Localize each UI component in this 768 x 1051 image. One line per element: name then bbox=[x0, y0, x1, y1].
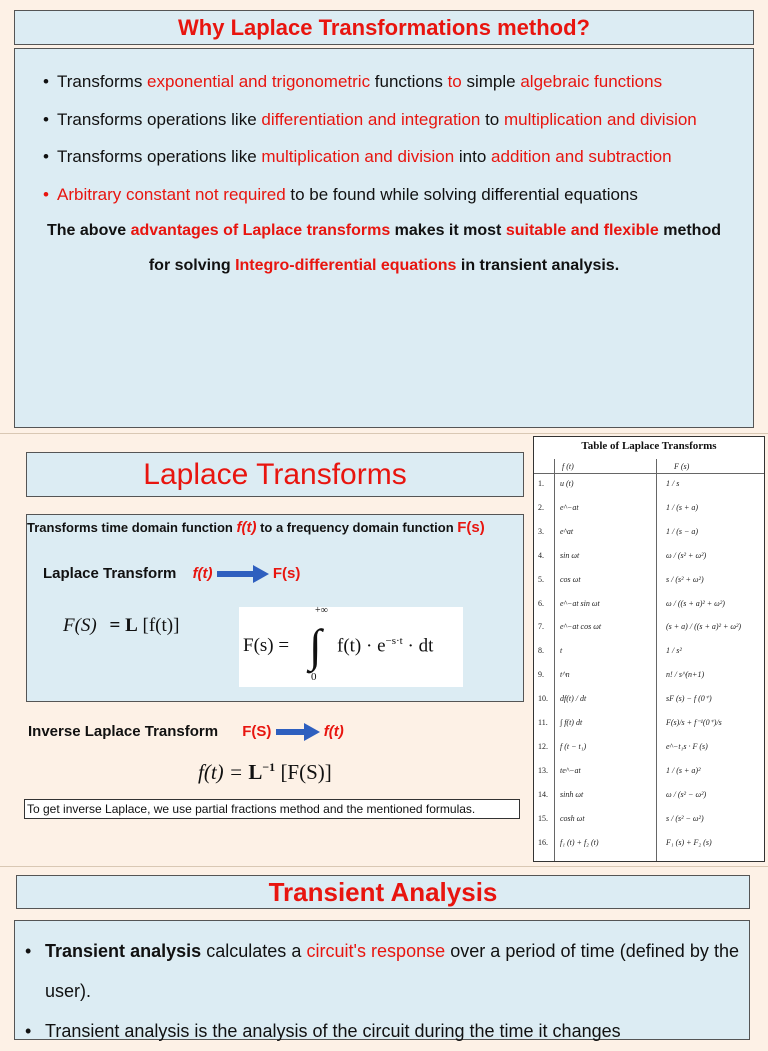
advantage-text-segment: algebraic functions bbox=[520, 72, 663, 91]
slide3-body bbox=[14, 920, 750, 1040]
slide-separator bbox=[0, 866, 768, 867]
advantage-text-segment: Transforms operations like bbox=[57, 147, 262, 166]
table-cell-time-fn: e^−at sin ωt bbox=[560, 598, 600, 608]
conclusion-segment: suitable and flexible bbox=[505, 222, 659, 239]
lt-to: F(s) bbox=[272, 565, 301, 582]
table-cell-laplace-fn: 1 / (s − a) bbox=[666, 526, 699, 536]
table-cell-number: 14. bbox=[538, 789, 548, 799]
table-cell-time-fn: cos ωt bbox=[560, 574, 581, 584]
desc-text-a: Transforms time domain function bbox=[27, 520, 237, 535]
table-cell-time-fn: t^n bbox=[560, 670, 570, 680]
integral-sign: ∫ bbox=[309, 620, 322, 671]
advantage-item bbox=[43, 176, 713, 214]
integral-upper: +∞ bbox=[315, 605, 328, 616]
laplace-table bbox=[533, 436, 765, 862]
advantage-item bbox=[43, 101, 713, 139]
conclusion-segment: in transient analysis. bbox=[456, 257, 620, 274]
inv-label: Inverse Laplace Transform bbox=[28, 723, 219, 740]
advantage-text-segment: multiplication and division bbox=[503, 109, 697, 129]
def-op: = L bbox=[109, 615, 138, 636]
table-cell-time-fn: t bbox=[560, 646, 563, 656]
slide3-title: Transient Analysis bbox=[16, 875, 750, 909]
table-cell-number: 9. bbox=[538, 670, 544, 680]
table-cell-laplace-fn: n! / s^(n+1) bbox=[666, 670, 705, 680]
table-cell-number: 16. bbox=[538, 837, 548, 847]
advantages-list bbox=[15, 49, 753, 213]
def-arg: [f(t)] bbox=[142, 615, 180, 636]
integral-exp: −s·t bbox=[385, 635, 403, 647]
table-cell-time-fn: f₁ (t) + f₂ (t) bbox=[560, 837, 599, 847]
transient-text-b: over a period of time (defined by the user). bbox=[45, 941, 740, 1001]
table-cell-laplace-fn: (s + a) / ((s + a)² + ω²) bbox=[666, 622, 742, 632]
inverse-laplace-row bbox=[28, 723, 344, 741]
conclusion-segment: makes it most bbox=[390, 222, 506, 239]
slide-separator bbox=[0, 433, 768, 434]
table-cell-laplace-fn: 1 / (s + a) bbox=[666, 502, 699, 512]
table-cell-laplace-fn: ω / (s² − ω²) bbox=[666, 789, 707, 799]
inv-from: F(S) bbox=[242, 723, 272, 740]
table-cell-number: 1. bbox=[538, 479, 544, 488]
desc-text-b: to a frequency domain function bbox=[256, 520, 458, 535]
lt-from: f(t) bbox=[192, 565, 213, 582]
laplace-description bbox=[27, 519, 525, 536]
transient-red: circuit's response bbox=[306, 941, 446, 961]
arrow-right-icon bbox=[217, 565, 269, 583]
table-cell-number: 5. bbox=[538, 574, 544, 584]
advantage-text-segment: Transforms operations like bbox=[57, 109, 262, 129]
bullet-icon: • bbox=[25, 1021, 32, 1041]
inv-arg: [F(S)] bbox=[275, 760, 332, 784]
table-cell-laplace-fn: 1 / s² bbox=[666, 646, 682, 656]
conclusion-segment: advantages of Laplace transforms bbox=[130, 222, 391, 239]
integral-lower: 0 bbox=[311, 671, 317, 683]
integral-body bbox=[337, 635, 433, 657]
table-cell-time-fn: te^−at bbox=[560, 765, 581, 775]
table-cell-number: 6. bbox=[538, 598, 544, 608]
slide2-title: Laplace Transforms bbox=[26, 452, 524, 497]
table-cell-number: 2. bbox=[538, 502, 544, 512]
advantage-text-segment: exponential and trigonometric bbox=[147, 72, 371, 91]
table-cell-laplace-fn: s / (s² − ω²) bbox=[666, 813, 704, 823]
slide1-body bbox=[14, 48, 754, 428]
integral-body-text: f(t) · e bbox=[337, 635, 386, 657]
desc-ft: f(t) bbox=[236, 519, 257, 536]
table-cell-laplace-fn: ω / (s² + ω²) bbox=[666, 550, 707, 560]
advantage-text-segment: to be found while solving differential equations bbox=[285, 184, 638, 204]
table-cell-laplace-fn: s / (s² + ω²) bbox=[666, 574, 704, 584]
advantage-text-segment: simple bbox=[461, 72, 521, 91]
table-cell-laplace-fn: ω / ((s + a)² + ω²) bbox=[666, 598, 725, 608]
inv-sup: −1 bbox=[262, 760, 276, 774]
transient-bullet bbox=[15, 921, 749, 1011]
laplace-integral-formula bbox=[239, 607, 463, 687]
integral-tail: · dt bbox=[402, 635, 434, 657]
table-head-f: f (t) bbox=[562, 462, 574, 471]
table-cell-time-fn: df(t) / dt bbox=[560, 694, 587, 704]
laplace-definition bbox=[63, 615, 179, 637]
integral-lhs: F(s) = bbox=[243, 635, 290, 656]
advantage-item bbox=[43, 138, 713, 176]
desc-Fs: F(s) bbox=[457, 519, 485, 536]
table-cell-number: 7. bbox=[538, 622, 544, 632]
table-title: Table of Laplace Transforms bbox=[581, 440, 717, 452]
advantage-text-segment: to bbox=[447, 72, 462, 91]
table-divider bbox=[554, 459, 555, 861]
inv-lhs: f(t) = bbox=[198, 760, 249, 784]
table-cell-time-fn: cosh ωt bbox=[560, 813, 585, 823]
transient-bullet-2 bbox=[15, 1011, 749, 1051]
transient-bold: Transient analysis bbox=[45, 941, 202, 961]
inv-op: L bbox=[248, 760, 263, 784]
table-cell-time-fn: sinh ωt bbox=[560, 789, 584, 799]
arrow-right-icon bbox=[276, 723, 320, 741]
table-cell-time-fn: f (t − t₁) bbox=[560, 741, 587, 751]
laplace-definition-box bbox=[26, 514, 524, 702]
table-cell-number: 10. bbox=[538, 694, 548, 704]
table-cell-laplace-fn: sF (s) − f (0⁺) bbox=[666, 694, 712, 704]
conclusion-segment: The above bbox=[47, 222, 131, 239]
table-cell-number: 3. bbox=[538, 526, 544, 536]
table-divider bbox=[656, 459, 657, 861]
table-cell-time-fn: e^−at bbox=[560, 502, 579, 512]
advantage-text-segment: functions bbox=[370, 72, 448, 91]
table-cell-number: 4. bbox=[538, 550, 544, 560]
table-cell-laplace-fn: F₁ (s) + F₂ (s) bbox=[666, 837, 712, 847]
transient-text-a: calculates a bbox=[201, 941, 307, 961]
def-lhs: F(S) bbox=[63, 615, 97, 636]
table-cell-time-fn: ∫ f(t) dt bbox=[560, 718, 583, 727]
table-cell-laplace-fn: F(s)/s + f⁻¹(0⁺)/s bbox=[666, 718, 722, 727]
advantage-text-segment: addition and subtraction bbox=[491, 147, 672, 166]
table-cell-laplace-fn: 1 / s bbox=[666, 479, 680, 488]
slide1-conclusion bbox=[15, 213, 753, 283]
bullet-icon: • bbox=[25, 941, 32, 961]
advantage-text-segment: Arbitrary constant not required bbox=[57, 184, 286, 204]
conclusion-segment: method for solving bbox=[148, 222, 721, 274]
slide1-title: Why Laplace Transformations method? bbox=[14, 10, 754, 45]
table-cell-time-fn: sin ωt bbox=[560, 550, 580, 560]
advantage-text-segment: to bbox=[480, 109, 504, 129]
inverse-laplace-formula bbox=[198, 760, 332, 785]
advantage-text-segment: into bbox=[454, 147, 492, 166]
advantage-item bbox=[43, 63, 713, 101]
advantage-text-segment: Transforms bbox=[57, 72, 148, 91]
table-header-rule bbox=[534, 473, 765, 474]
table-cell-time-fn: u (t) bbox=[560, 479, 574, 488]
advantage-text-segment: multiplication and division bbox=[261, 147, 455, 166]
table-head-F: F (s) bbox=[674, 462, 690, 471]
laplace-transform-row bbox=[43, 565, 300, 583]
conclusion-segment: Integro-differential equations bbox=[235, 257, 457, 274]
table-cell-number: 12. bbox=[538, 741, 548, 751]
table-cell-number: 13. bbox=[538, 765, 548, 775]
lt-label: Laplace Transform bbox=[43, 565, 177, 582]
table-cell-number: 11. bbox=[538, 718, 548, 727]
table-cell-laplace-fn: 1 / (s + a)² bbox=[666, 765, 701, 775]
transient-text-2: Transient analysis is the analysis of the circuit during the time it changes bbox=[45, 1021, 621, 1041]
table-cell-time-fn: e^at bbox=[560, 526, 574, 536]
inv-to: f(t) bbox=[323, 723, 344, 740]
table-cell-number: 15. bbox=[538, 813, 548, 823]
table-cell-laplace-fn: e^−t₁s · F (s) bbox=[666, 741, 708, 751]
inverse-laplace-note: To get inverse Laplace, we use partial fractions method and the mentioned formulas. bbox=[24, 799, 520, 819]
table-cell-time-fn: e^−at cos ωt bbox=[560, 622, 602, 632]
table-cell-number: 8. bbox=[538, 646, 544, 656]
advantage-text-segment: differentiation and integration bbox=[261, 109, 481, 129]
